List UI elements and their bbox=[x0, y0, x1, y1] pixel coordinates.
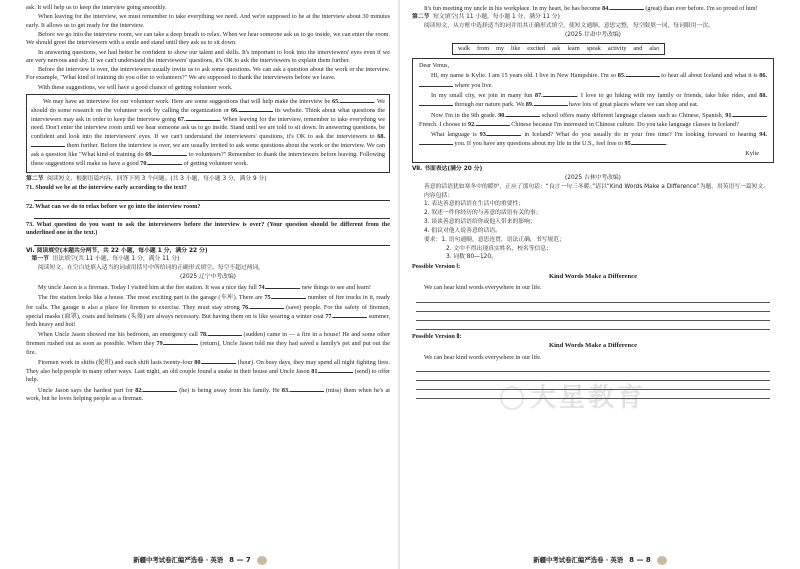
paragraph: When leaving for the interview, we must remember to take everything we need. And we're supposed to be at the interview about 30 minutes early. It allows us to get ready for the interview. bbox=[26, 13, 390, 29]
page-footer bbox=[0, 556, 400, 565]
blank-70[interactable] bbox=[148, 159, 182, 165]
writing-line[interactable] bbox=[416, 381, 770, 390]
word-bank-item: activity bbox=[607, 44, 627, 52]
writing-line[interactable] bbox=[416, 312, 770, 321]
word-bank-item: speak bbox=[586, 44, 601, 52]
letter-greeting: Dear Venus, bbox=[419, 62, 450, 70]
paragraph: Before we go into the interview room, we can take a deep breath to relax. When we hear someone ask us to go inside, we can enter the room. We should greet the interviewers with a smile and stand until they ask us to sit down. bbox=[26, 30, 390, 47]
letter-box: Dear Venus, Hi, my name is Kylie. I am 15 years old. I live in New Hampshire. I'm so 85. to hear all about Iceland and what it is 86. where you live. In my small city, we join in many fun 87. . I love to go hiking with my family or friends, take bike rides, and 88. through our nature park. We 89. have lots of great places where we can shop and eat. Now I'm in the 9th grade. 90. school offers many different language classes such as Chinese, Spanish, 91. French. I choose to 92. Chinese because I'm interested in Chinese culture. Do you take language classes in Iceland? What language is 93. in Iceland? What do you usually do in your free time? I'm looking forward to hearing 94. you. If you have any questions about my life in the U.S., feel free to 95. . Kylie bbox=[412, 58, 774, 163]
version-1-title: Kind Words Make a Difference bbox=[548, 272, 638, 280]
word-bank-item: ask bbox=[552, 44, 561, 52]
word-bank-item: my bbox=[496, 44, 504, 52]
blank-83[interactable] bbox=[290, 386, 324, 392]
logo-icon bbox=[657, 556, 667, 565]
version-2-title: Kind Words Make a Difference bbox=[548, 341, 638, 349]
blank-78[interactable] bbox=[208, 330, 242, 336]
answer-line-73[interactable] bbox=[34, 239, 390, 246]
blank-75[interactable] bbox=[272, 293, 306, 299]
blank-67[interactable] bbox=[186, 115, 220, 121]
page-footer bbox=[400, 556, 800, 565]
paragraph: With these suggestions, we will have a good chance of getting volunteer work. bbox=[38, 83, 233, 91]
word-bank-item: from bbox=[477, 44, 490, 52]
paragraph: ask. It will help us to keep the interview going smoothly. bbox=[26, 4, 167, 11]
source-year: (2025 吉林中考改编) bbox=[565, 174, 621, 181]
writing-requirement: 3. 词数 80—120。 bbox=[446, 254, 497, 261]
blank-80[interactable] bbox=[202, 358, 236, 364]
blank-86[interactable] bbox=[419, 81, 453, 87]
blank-89[interactable] bbox=[534, 100, 568, 106]
watermark-text: 大星教育 bbox=[530, 382, 647, 413]
blank-95[interactable] bbox=[632, 139, 666, 145]
section-2-instructions: 阅读短文，从方框中选择适当的词并用其正确形式填空，使短文通顺、意思完整，每空限填一词，每词限用一次。 bbox=[424, 23, 714, 30]
footer-title: 新疆中考试卷汇编严选卷 · 英语 bbox=[133, 556, 224, 565]
blank-94[interactable] bbox=[419, 139, 453, 145]
section-1-instructions: 阅读短文，在空白处填入适当的词或用括号中所给词的正确形式填空。每空不超过两词。 bbox=[38, 265, 265, 272]
writing-requirement: 1. 表达善意的话语在生活中的重要性； bbox=[424, 201, 525, 208]
word-bank-item: walk bbox=[458, 44, 471, 52]
word-bank-item: like bbox=[510, 44, 521, 52]
writing-requirement: 4. 倡议对他人说善意的话语。 bbox=[424, 227, 501, 234]
writing-line[interactable] bbox=[416, 372, 770, 381]
blank-88[interactable] bbox=[419, 100, 453, 106]
writing-requirement: 内容包括： bbox=[424, 192, 453, 199]
writing-requirement: 2. 文中不得出现真实姓名、校名等信息； bbox=[446, 245, 552, 252]
answer-line-71[interactable] bbox=[34, 194, 390, 201]
writing-requirement: 3. 谈谈善意的话语给你或他人带来的影响； bbox=[424, 219, 536, 226]
blank-93[interactable] bbox=[487, 130, 521, 136]
paragraph: Before the interview is over, the interviewers usually invite us to ask some questions. We can ask a question about the work or the interview. For example, "What kind of training do you offer to volunteers?" We are supposed to thank the interviewers before we leave. bbox=[26, 66, 390, 82]
letter-signature: Kylie bbox=[745, 149, 759, 157]
answer-line-72[interactable] bbox=[34, 212, 390, 219]
word-bank bbox=[452, 43, 665, 55]
part-6-title: Ⅵ. 阅读填空(本题共分两节，共 22 小题，每小题 1 分，满分 22 分) bbox=[26, 247, 208, 254]
blank-84[interactable] bbox=[610, 4, 644, 10]
blank-90[interactable] bbox=[506, 111, 540, 117]
writing-line[interactable] bbox=[416, 363, 770, 372]
blank-79[interactable] bbox=[164, 339, 198, 345]
summary-text: We may have an interview for our volunteer work. Here are some suggestions that will help make the interview be 65. . We should do some research on the volunteer work by calling the organization or 66. its website. Think about what questions the interviewers may ask in order to keep the interview going 67. . When leaving for the interview, remember to take everything we need. Don't enter the interview room until we hear someone ask us to go inside. Stand until we are told to sit down. In answering questions, be confident and look into the interviewers' eyes. If we can't understand the interviewers' questions, it's OK to ask the interviewers to 68. them further. Before the interview is over, we are usually invited to ask some questions about the work or the interview. We can ask a question like "What kind of training do 69. to volunteers?" Remember to thank the interviewers before leaving. Following these suggestions will make us have a good 70. of getting volunteer work. bbox=[31, 97, 385, 168]
blank-68[interactable] bbox=[31, 141, 65, 147]
word-bank-item: and bbox=[633, 44, 643, 52]
question-73: 73. What question do you want to ask the interviewers before the interview is over? (Your question should be different from the underlined one in the text.) bbox=[26, 221, 390, 237]
section-2-heading: 第二节 阅读短文，根据语篇内容，回答下列 3 个问题。(共 3 小题，每小题 3 分，满分 9 分) bbox=[26, 175, 267, 182]
page-number: 8 — 8 bbox=[629, 555, 651, 564]
logo-icon bbox=[257, 556, 267, 565]
blank-92[interactable] bbox=[476, 120, 510, 126]
word-bank-item: excited bbox=[527, 44, 546, 52]
source-year: (2025 甘肃中考改编) bbox=[565, 32, 621, 39]
blank-82[interactable] bbox=[143, 386, 177, 392]
summary-box bbox=[26, 94, 390, 173]
writing-line[interactable] bbox=[416, 303, 770, 312]
blank-91[interactable] bbox=[733, 111, 767, 117]
right-page: It's fun meeting my uncle in his workplace. In my heart, he has become 84. (great) than ever before. I'm so proud of him! 第二节 短文填空(共 11 小题，每小题 1 分，满分 11 分) 阅读短文，从方框中选择适当的词并用其正确形式填空，使短文通顺、意思完整，每空限填一词，每词限用一次。 (2025 甘肃中考改编) walk from my like excited ask learn speak activity and also Dear Venus, Hi, my name is Kylie. I am 15 years old. I live in New Hampshire. I'm so 85. to hear all about Iceland and what it is 86. where you live. In my small city, we join in many fun 87. . I love to go hiking with my family or friends, take bike rides, and 88. through our nature park. We 89. have lots of great places where we can shop and eat. Now I'm in the 9th grade. 90. school offers many different language classes such as Chinese, Spanish, 91. French. I choose to 92. Chinese because I'm interested in Chinese culture. Do you take language classes in Iceland? What language is 93. in Iceland? What do you usually do in your free time? I'm looking forward to hearing 94. you. If you have any questions about my life in the U.S., feel free to 95. . Kylie Ⅶ. 书面表达(满分 20 分) (2025 吉林中考改编) 善意的话语犹如寒冬中的暖炉，正应了那句话：“良言一句三冬暖。”请以“Kind Words Make a Difference”为题，用英语写一篇短文。 内容包括： 1. 表达善意的话语在生活中的重要性； 2. 叙述一件你经历的与善意的话语有关的事； 3. 谈谈善意的话语给你或他人带来的影响； 4. 倡议对他人说善意的话语。 要求：1. 语句通顺，意思连贯，语法正确，书写规范； 2. 文中不得出现真实姓名、校名等信息； 3. 词数 80—120。 Possible Version Ⅰ: Kind Words Make a Difference We can hear kind words everywhere in our life. Possible Version Ⅱ: Kind Words Make a Difference We can hear kind words everywhere in our life. 新疆中考试卷汇编严选卷 · 英语 8 — 8 bbox=[400, 0, 800, 569]
word-bank-item: learn bbox=[567, 44, 580, 52]
version-1-start: We can hear kind words everywhere in our life. bbox=[424, 284, 542, 292]
question-71: 71. Should we be at the interview early according to the text? bbox=[26, 184, 187, 192]
blank-87[interactable] bbox=[543, 91, 577, 97]
source-year: (2025 辽宁中考改编) bbox=[180, 274, 236, 281]
writing-prompt: 善意的话语犹如寒冬中的暖炉，正应了那句话：“良言一句三冬暖。”请以“Kind Words Make a Difference”为题，用英语写一篇短文。 bbox=[424, 183, 770, 190]
writing-line[interactable] bbox=[416, 294, 770, 303]
blank-81[interactable] bbox=[319, 367, 353, 373]
version-1-label: Possible Version Ⅰ: bbox=[412, 263, 461, 271]
writing-requirement: 2. 叙述一件你经历的与善意的话语有关的事； bbox=[424, 210, 542, 217]
blank-77[interactable] bbox=[333, 312, 367, 318]
writing-requirement: 要求：1. 语句通顺，意思连贯，语法正确，书写规范； bbox=[424, 236, 565, 243]
word-bank-item: also bbox=[649, 44, 660, 52]
version-2-start: We can hear kind words everywhere in our life. bbox=[424, 353, 542, 361]
blank-76[interactable] bbox=[250, 303, 284, 309]
paragraph: In answering questions, we had better be confident to show our talent and skills. It's important to look into the interviewers' eyes even if we are very nervous and shy. If we can't understand the interviewers' questions, it's OK to ask the interviewers to explain them further. bbox=[26, 48, 390, 64]
footer-title: 新疆中考试卷汇编严选卷 · 英语 bbox=[533, 556, 624, 565]
version-2-label: Possible Version Ⅱ: bbox=[412, 332, 462, 340]
blank-69[interactable] bbox=[153, 150, 187, 156]
question-72: 72. What can we do to relax before we go into the interview room? bbox=[26, 202, 201, 210]
blank-66[interactable] bbox=[239, 106, 273, 112]
page-number: 8 — 7 bbox=[229, 555, 251, 564]
writing-line[interactable] bbox=[416, 321, 770, 330]
part-7-title: Ⅶ. 书面表达(满分 20 分) bbox=[412, 166, 483, 173]
section-1-heading: 第一节 语法填空(共 11 小题，每小题 1 分，满分 11 分) bbox=[31, 256, 180, 263]
blank-65[interactable] bbox=[340, 97, 374, 103]
section-2-heading: 第二节 短文填空(共 11 小题，每小题 1 分，满分 11 分) bbox=[412, 14, 560, 21]
writing-line[interactable] bbox=[416, 390, 770, 399]
blank-85[interactable] bbox=[626, 71, 660, 77]
blank-74[interactable] bbox=[266, 283, 300, 289]
story: My uncle Jason is a fireman. Today I visited him at the fire station. It was a nice day full 74. new things to see and learn! The fire station looks like a house. The most exciting part is the garage (车库). There are 75. number of fire trucks in it, ready for calls. The garage is also a place for firemen to exercise. They must stay strong 76. (save) people. For the safety of firemen, special masks (面罩), coats and helmets (头盔) are always necessary. But having them on is like wearing a winter coat 77. summer, both heavy and hot! When Uncle Jason showed me his bedroom, an emergency call 78. (sudden) came in — a fire in a house! He and some other firemen rushed out as soon as possible. When they 79. (return), Uncle Jason told me they had saved a family's pet and put out the fire. Firemen work in shifts (轮班) and each shift lasts twenty-four 80. (hour). On busy days, they may spend all night fighting fires. They also help people in many other ways. Last night, an old couple found a snake in their house and Uncle Jason 81. (send) to offer help. Uncle Jason says the hardest part for 82. (he) is being away from his family. He 83. (miss) them when he's at work, but he loves helping people as a fireman. bbox=[26, 283, 391, 402]
